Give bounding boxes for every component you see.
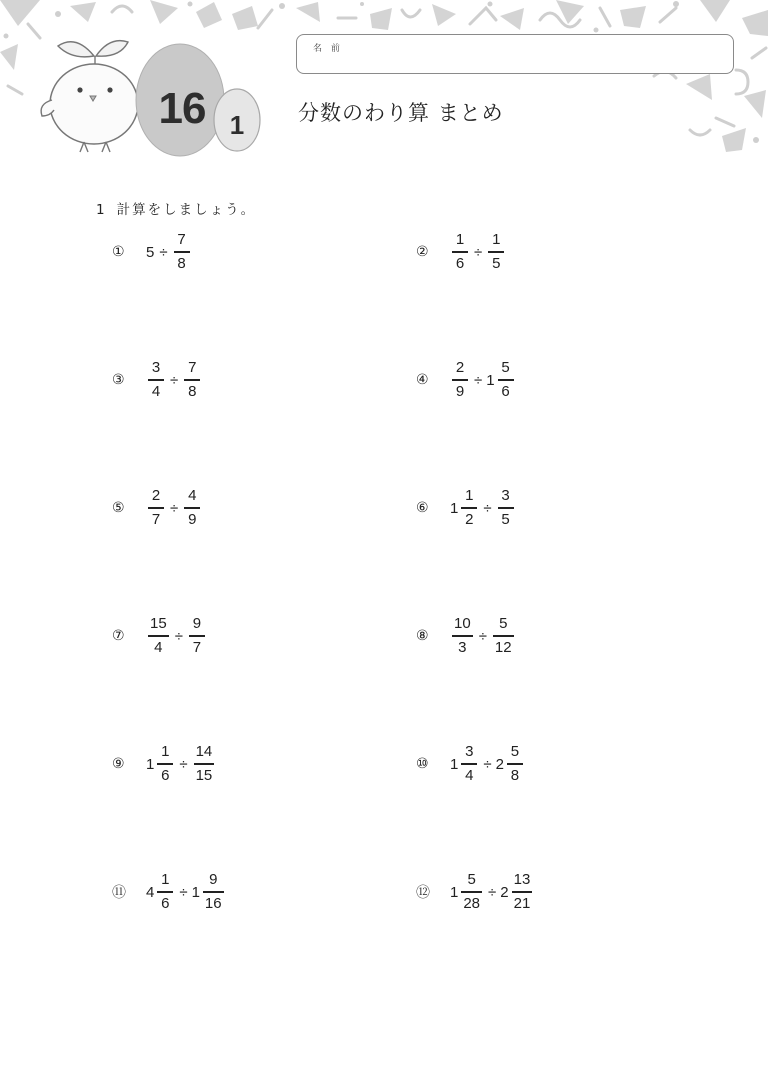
numerator: 3 [501,487,510,505]
problem-number: ⑧ [416,628,429,644]
fraction-bar [184,379,200,380]
expression [450,743,525,784]
denominator: 7 [192,638,202,656]
denominator: 6 [161,894,170,912]
fraction [507,743,523,784]
instruction-text: 計算をしましょう。 [116,202,257,218]
denominator: 4 [465,766,474,784]
expression [450,615,516,656]
denominator: 4 [154,638,163,656]
denominator: 9 [455,382,465,400]
numerator: 2 [151,487,161,505]
question-number: 1 [96,202,107,218]
problem-item [416,356,516,404]
numerator: 14 [195,743,213,761]
fraction-bar [148,635,169,636]
denominator: 8 [177,254,186,272]
numerator: 15 [150,615,167,633]
fraction-bar [194,763,215,764]
fraction [194,743,215,784]
whole-number: 2 [495,755,504,773]
division-sign: ÷ [179,755,188,773]
fraction [461,487,477,528]
expression [146,871,226,912]
division-sign: ÷ [483,755,492,773]
whole-number: 5 [146,243,155,261]
problem-number: ⑫ [416,885,430,901]
division-sign: ÷ [174,627,183,645]
fraction-bar [461,891,482,892]
expression [146,359,202,400]
denominator: 2 [465,510,474,528]
fraction [148,487,164,528]
fraction-bar [461,763,477,764]
fraction-bar [174,251,190,252]
division-sign: ÷ [474,243,483,261]
problem-number: ③ [112,372,125,388]
numerator: 1 [492,231,501,249]
problem-item [416,228,506,276]
numerator: 9 [209,871,218,889]
fraction-bar [157,763,173,764]
problem-number: ⑪ [112,885,126,901]
fraction-bar [184,507,200,508]
problem-number: ④ [416,372,429,388]
numerator: 5 [501,359,510,377]
fraction-bar [203,891,224,892]
problem-number: ⑨ [112,756,125,772]
whole-number: 1 [450,499,459,517]
problem-number: ① [112,244,125,260]
division-sign: ÷ [478,627,487,645]
problem-item [416,868,534,916]
fraction [498,359,514,400]
fraction-bar [148,507,164,508]
numerator: 5 [499,615,508,633]
problem-item [112,484,202,532]
denominator: 8 [510,766,520,784]
whole-number: 4 [146,883,155,901]
expression [146,743,216,784]
fraction [157,743,173,784]
problem-number: ⑤ [112,500,125,516]
division-sign: ÷ [159,243,168,261]
whole-number: 1 [450,883,459,901]
fraction [148,615,169,656]
problem-item [112,868,226,916]
denominator: 4 [151,382,161,400]
numerator: 10 [454,615,471,633]
problem-item [112,356,202,404]
division-sign: ÷ [483,499,492,517]
denominator: 28 [463,894,481,912]
expression [146,487,202,528]
fraction-bar [157,891,173,892]
denominator: 7 [151,510,161,528]
fraction [452,615,473,656]
lesson-number: 16 [158,84,206,133]
page-title: 分数のわり算 まとめ [298,101,504,125]
numerator: 13 [513,871,531,889]
expression [146,231,192,272]
numerator: 3 [151,359,161,377]
fraction [452,231,468,272]
whole-number: 2 [500,883,509,901]
numerator: 5 [510,743,520,761]
fraction-bar [493,635,514,636]
denominator: 5 [492,254,501,272]
numerator: 7 [177,231,186,249]
fraction-bar [498,379,514,380]
denominator: 6 [161,766,170,784]
denominator: 5 [501,510,510,528]
problem-number: ⑦ [112,628,125,644]
fraction [184,359,200,400]
fraction [461,743,477,784]
fraction [148,359,164,400]
fraction [189,615,205,656]
name-field[interactable] [296,34,734,74]
numerator: 5 [467,871,476,889]
numerator: 7 [188,359,197,377]
problem-item [112,228,192,276]
division-sign: ÷ [170,371,179,389]
fraction-bar [507,763,523,764]
whole-number: 1 [450,755,459,773]
chick-mascot-illustration [34,22,144,158]
numerator: 9 [192,615,202,633]
denominator: 15 [195,766,213,784]
fraction [493,615,514,656]
denominator: 12 [494,638,512,656]
problem-item [416,740,525,788]
problem-number: ② [416,244,429,260]
numerator: 2 [455,359,465,377]
denominator: 9 [188,510,197,528]
fraction [461,871,482,912]
problem-item [112,612,207,660]
name-label: 名 前 [313,44,343,54]
fraction [157,871,173,912]
fraction [498,487,514,528]
division-sign: ÷ [488,883,497,901]
fraction [203,871,224,912]
denominator: 3 [458,638,467,656]
whole-number: 1 [146,755,155,773]
whole-number: 1 [191,883,200,901]
fraction-bar [148,379,164,380]
fraction-bar [498,507,514,508]
expression [450,231,506,272]
division-sign: ÷ [170,499,179,517]
expression [450,871,534,912]
denominator: 16 [204,894,222,912]
instruction [96,198,256,218]
fraction [512,871,533,912]
problem-item [416,612,516,660]
fraction-bar [512,891,533,892]
fraction-bar [189,635,205,636]
fraction [452,359,468,400]
problem-number: ⑥ [416,500,429,516]
fraction-bar [452,635,473,636]
division-sign: ÷ [474,371,483,389]
denominator: 6 [455,254,465,272]
denominator: 6 [501,382,510,400]
fraction [174,231,190,272]
fraction [184,487,200,528]
fraction-bar [452,379,468,380]
fraction-bar [461,507,477,508]
expression [450,359,516,400]
whole-number: 1 [486,371,495,389]
denominator: 21 [513,894,531,912]
division-sign: ÷ [179,883,188,901]
fraction [488,231,504,272]
lesson-sub-number: 1 [229,110,245,140]
expression [450,487,516,528]
numerator: 1 [161,871,170,889]
numerator: 1 [161,743,170,761]
problem-item [112,740,216,788]
problem-number: ⑩ [416,756,429,772]
numerator: 1 [465,487,474,505]
numerator: 1 [455,231,465,249]
expression [146,615,207,656]
problem-item [416,484,516,532]
fraction-bar [488,251,504,252]
fraction-bar [452,251,468,252]
numerator: 3 [465,743,474,761]
numerator: 4 [188,487,197,505]
denominator: 8 [188,382,197,400]
